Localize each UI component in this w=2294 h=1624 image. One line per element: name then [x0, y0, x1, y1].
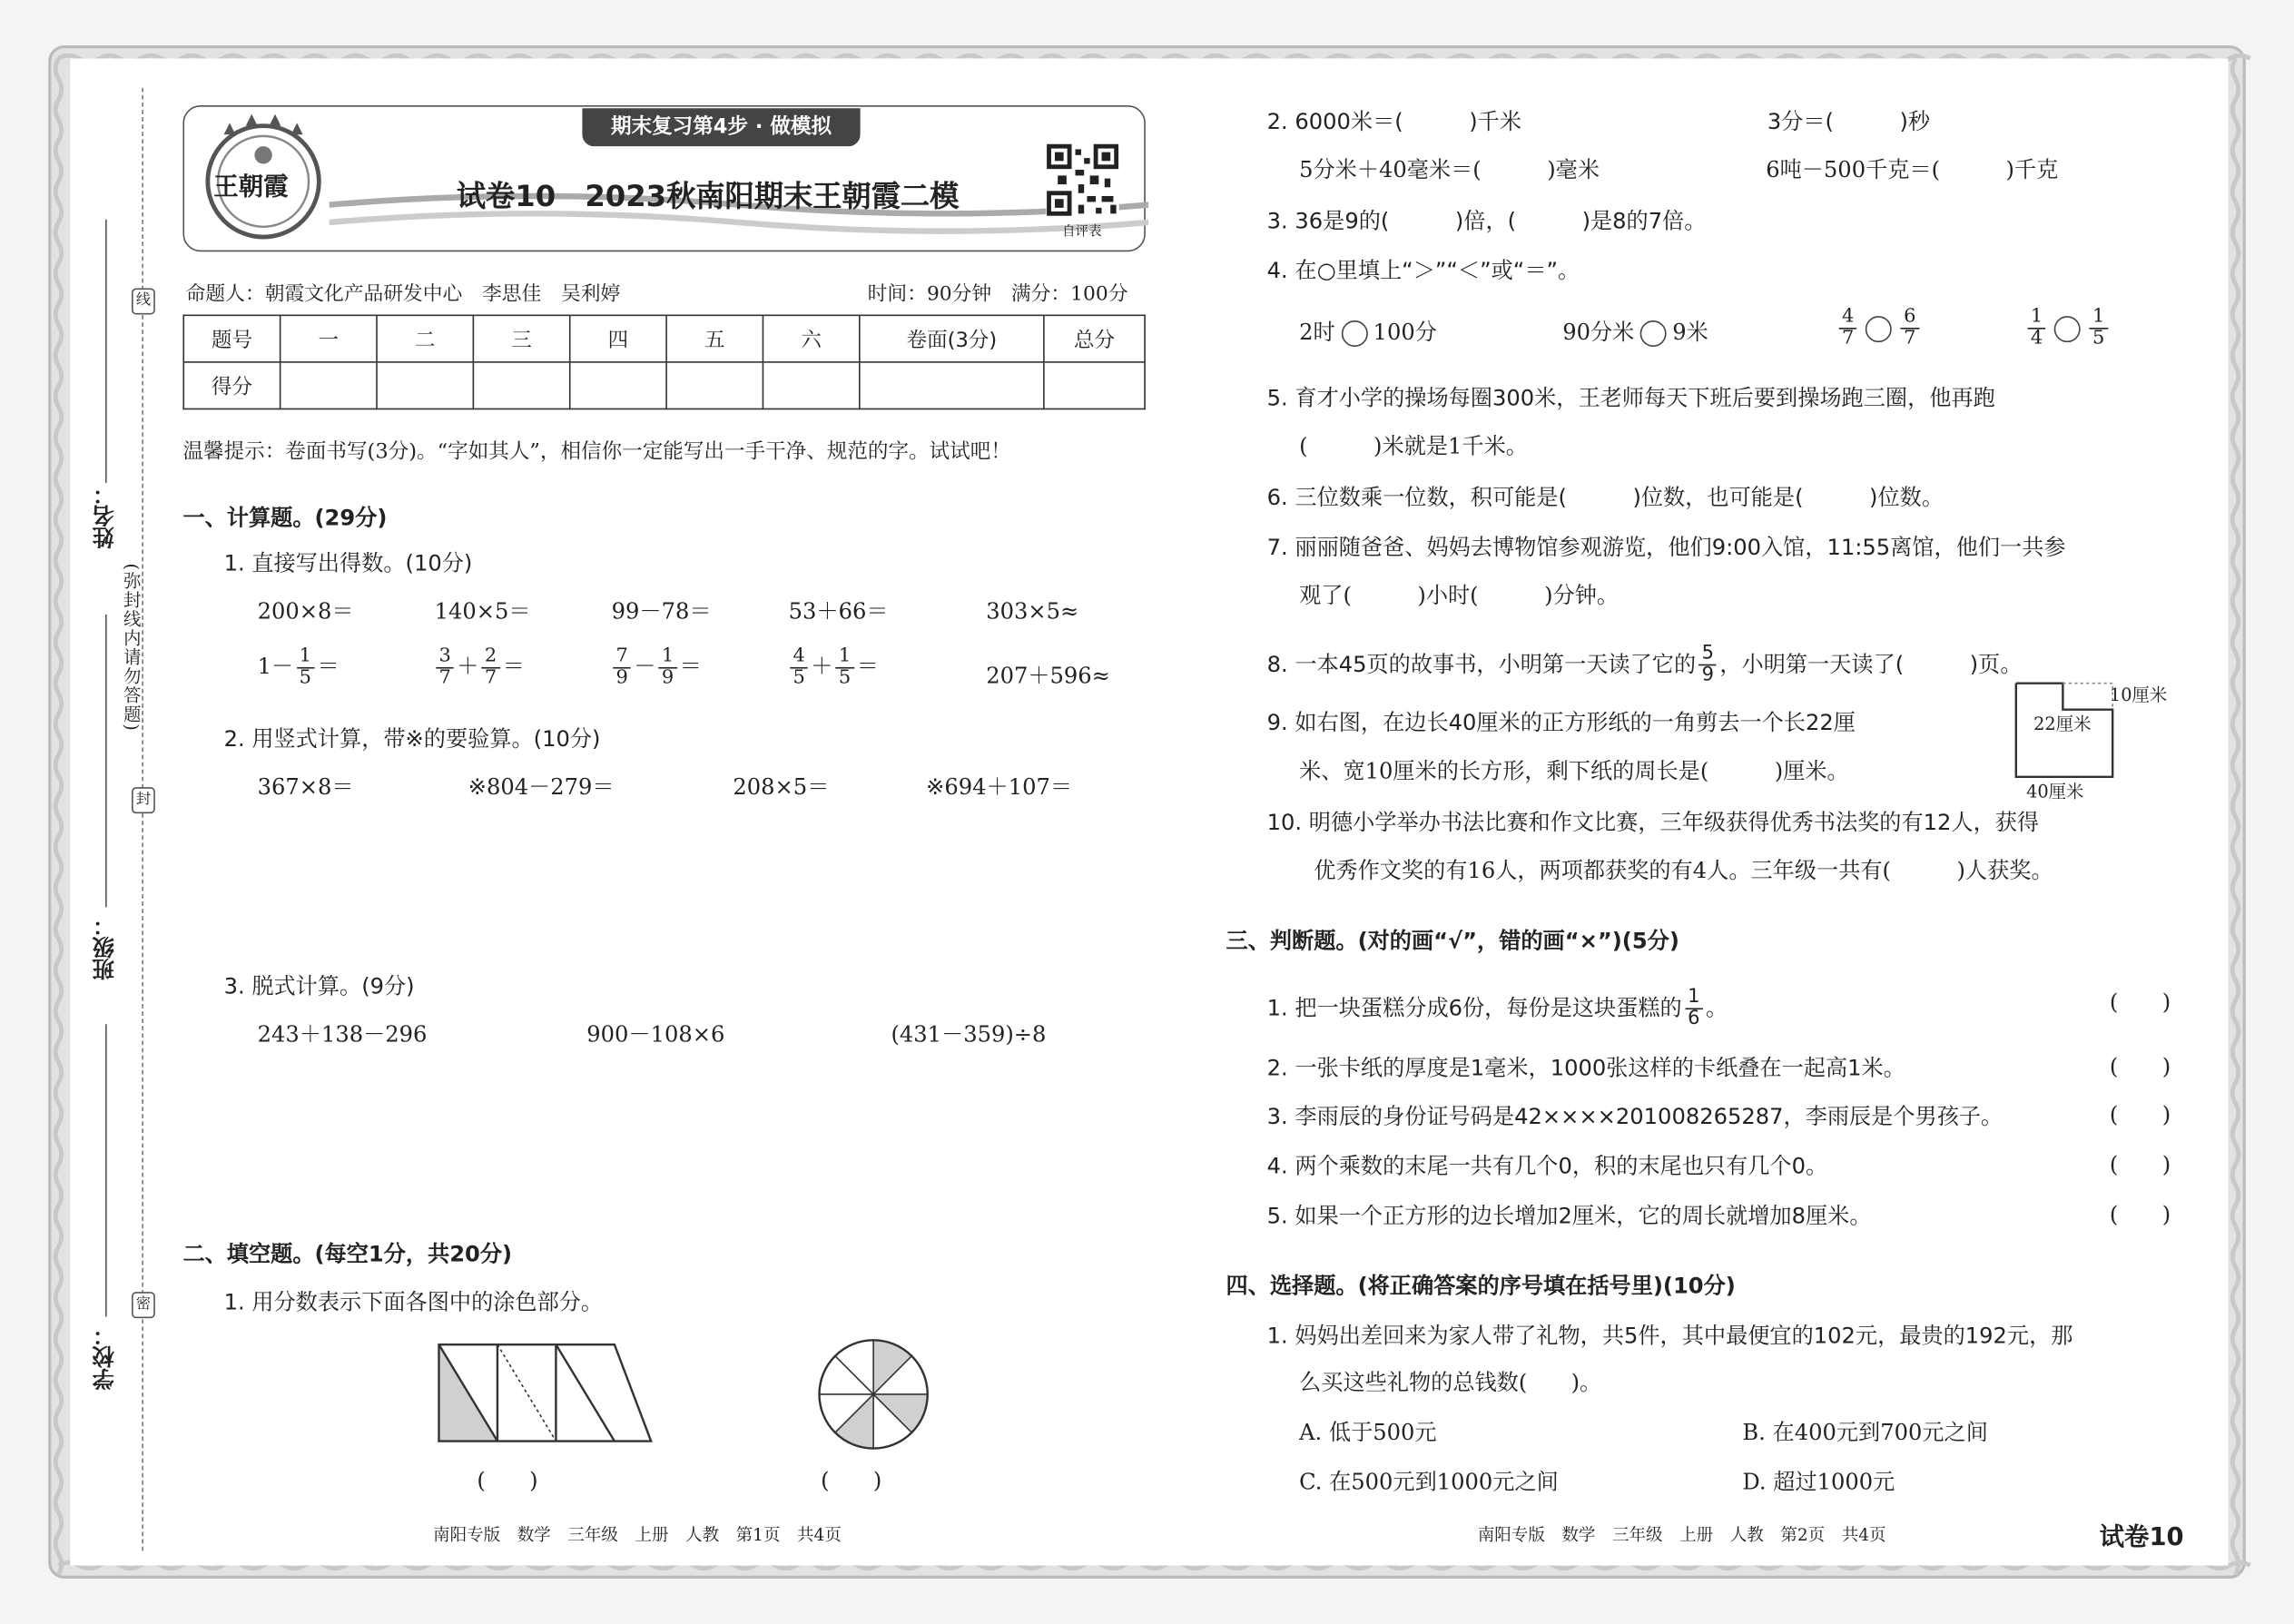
qr-caption: 自评表 — [1062, 225, 1102, 241]
denominator: 5 — [838, 666, 852, 690]
school-label: 学校： — [90, 1324, 117, 1391]
s2-q2a: 2. 6000米＝( )千米 — [1266, 108, 1522, 135]
denominator: 6 — [1688, 1008, 1700, 1030]
score-cell[interactable] — [860, 362, 1044, 409]
exam-badge: 试卷10 — [2099, 1522, 2184, 1553]
section3-title: 三、判断题。(对的画“√”，错的画“×”)(5分) — [1226, 927, 1679, 954]
table-header-cell: 五 — [666, 315, 763, 362]
numerator: 4 — [1839, 307, 1857, 329]
logo-text: 王朝霞 — [213, 172, 289, 202]
s2-q1-answer-a[interactable]: ( ) — [477, 1467, 538, 1494]
score-cell[interactable] — [473, 362, 569, 409]
qr-code-icon[interactable] — [1046, 143, 1119, 217]
s2-q6: 6. 三位数乘一位数，积可能是( )位数，也可能是( )位数。 — [1266, 484, 1944, 511]
s2-q10b: 优秀作文奖的有16人，两项都获奖的有4人。三年级一共有( )人获奖。 — [1314, 857, 2053, 884]
page-title: 试卷10 2023秋南阳期末王朝霞二模 — [456, 178, 960, 214]
numerator: 1 — [836, 646, 854, 668]
authors: 命题人：朝霞文化产品研发中心 李思佳 吴利婷 — [185, 282, 621, 306]
table-header-cell: 总分 — [1044, 315, 1145, 362]
s1-q1-frac-item: $\frac{4}{5}$ ＋ $\frac{1}{5}$ ＝ — [787, 646, 879, 689]
s2-q4-item-a — [1299, 318, 1437, 347]
footer-left: 南阳专版 数学 三年级 上册 人教 第1页 共4页 — [433, 1524, 842, 1545]
s2-q1: 1. 用分数表示下面各图中的涂色部分。 — [223, 1288, 604, 1315]
table-header-cell: 三 — [473, 315, 569, 362]
score-cell[interactable] — [666, 362, 763, 409]
numerator: 4 — [790, 646, 808, 668]
seal-char-secret: 密 — [132, 1292, 155, 1318]
s1-q1-item: 207＋596≈ — [986, 663, 1110, 690]
name-label: 姓名： — [90, 482, 117, 549]
step-banner: 期末复习第4步 · 做模拟 — [582, 108, 860, 146]
s1-q3-item: (431－359)÷8 — [891, 1020, 1047, 1048]
fig-label-40cm: 40厘米 — [2026, 781, 2084, 802]
denominator: 4 — [2030, 328, 2043, 350]
s2-q5b: ( )米就是1千米。 — [1299, 433, 1528, 460]
s3-item: 4. 两个乘数的末尾一共有几个0，积的末尾也只有几个0。 — [1266, 1153, 1828, 1180]
table-header-cell: 二 — [377, 315, 473, 362]
score-cell[interactable] — [570, 362, 666, 409]
numerator: 1 — [2028, 307, 2046, 329]
s4-q1a: 1. 妈妈出差回来为家人带了礼物，共5件，其中最便宜的102元，最贵的192元，那 — [1266, 1322, 2073, 1349]
compare-circle[interactable] — [1640, 320, 1667, 347]
section1-title: 一、计算题。(29分) — [182, 505, 388, 532]
numerator: 6 — [1901, 307, 1919, 329]
s1-q1-frac-item: $\frac{7}{9}$ － $\frac{1}{9}$ ＝ — [610, 646, 702, 689]
s2-q8 — [1267, 644, 2023, 686]
s1-q1-item: 53＋66＝ — [788, 598, 889, 625]
s3-answer[interactable]: ( ) — [2109, 1053, 2171, 1080]
seal-char-seal: 封 — [132, 787, 155, 813]
denominator: 7 — [1904, 328, 1916, 350]
compare-circle[interactable] — [1866, 315, 1892, 341]
s2-q10a: 10. 明德小学举办书法比赛和作文比赛，三年级获得优秀书法奖的有12人，获得 — [1266, 809, 2040, 836]
s2-q4-item-c — [1836, 307, 1922, 349]
table-header-cell: 一 — [281, 315, 377, 362]
class-field[interactable] — [105, 615, 107, 907]
score-cell[interactable] — [281, 362, 377, 409]
score-cell[interactable] — [377, 362, 473, 409]
s1-q1-item: 140×5＝ — [434, 598, 531, 625]
parallelogram-figure — [436, 1342, 655, 1444]
time-score: 时间：90分钟 满分：100分 — [867, 282, 1128, 306]
denominator: 7 — [1842, 328, 1855, 350]
s4-option-d[interactable]: D. 超过1000元 — [1742, 1469, 1895, 1496]
denominator: 5 — [793, 666, 805, 690]
s3-answer[interactable]: ( ) — [2109, 1101, 2171, 1128]
s1-q1-item: 200×8＝ — [257, 598, 354, 625]
s2-q2c: 5分米＋40毫米＝( )毫米 — [1299, 156, 1600, 183]
s4-option-b[interactable]: B. 在400元到700元之间 — [1742, 1419, 1988, 1446]
compare-left: 2时 — [1299, 319, 1335, 346]
binding-note: (弥封线内请勿答题) — [121, 563, 143, 733]
s1-q2-item: 208×5＝ — [733, 773, 830, 801]
table-header-cell: 六 — [763, 315, 859, 362]
denominator: 7 — [438, 666, 451, 690]
score-table — [182, 315, 1145, 410]
s2-q9a: 9. 如右图，在边长40厘米的正方形纸的一角剪去一个长22厘 — [1266, 709, 1856, 736]
denominator: 5 — [2092, 328, 2105, 350]
s2-q8-text-a: 8. 一本45页的故事书，小明第一天读了它的 — [1266, 651, 1697, 678]
numerator: 2 — [482, 646, 500, 668]
school-field[interactable] — [105, 1024, 107, 1316]
numerator: 3 — [436, 646, 454, 668]
s1-q1-frac-item: $\frac{3}{7}$ ＋ $\frac{2}{7}$ ＝ — [433, 646, 525, 689]
table-header-cell: 题号 — [183, 315, 280, 362]
numerator: 1 — [2090, 307, 2108, 329]
fig-label-10cm: 10厘米 — [2109, 684, 2168, 705]
denominator: 9 — [661, 666, 674, 690]
s2-q2d: 6吨－500千克＝( )千克 — [1766, 156, 2059, 183]
s2-q7b: 观了( )小时( )分钟。 — [1299, 582, 1620, 609]
s2-q2b: 3分＝( )秒 — [1767, 108, 1931, 135]
s1-q2-item: ※694＋107＝ — [926, 773, 1073, 801]
score-cell[interactable] — [1044, 362, 1145, 409]
s3-item: 3. 李雨辰的身份证号码是42××××201008265287，李雨辰是个男孩子。 — [1266, 1103, 2004, 1130]
section2-title: 二、填空题。(每空1分，共20分) — [182, 1240, 513, 1267]
s4-option-c[interactable]: C. 在500元到1000元之间 — [1299, 1469, 1559, 1496]
s1-q3-item: 900－108×6 — [586, 1020, 725, 1048]
table-header-cell: 四 — [570, 315, 666, 362]
s2-q8-text-b: ，小明第一天读了( )页。 — [1719, 651, 2023, 678]
s3-item-text: 1. 把一块蛋糕分成6份，每份是这块蛋糕的 — [1266, 994, 1682, 1021]
number: 1 — [257, 653, 272, 680]
compare-right: 100分 — [1373, 319, 1437, 346]
s1-q1-item: 303×5≈ — [986, 598, 1079, 625]
s1-q3-title: 3. 脱式计算。(9分) — [223, 972, 415, 999]
numerator: 5 — [1698, 644, 1717, 665]
class-label: 班级： — [90, 914, 117, 980]
s1-q2-item: 367×8＝ — [257, 773, 354, 801]
table-row-label: 得分 — [183, 362, 280, 409]
footer-right: 南阳专版 数学 三年级 上册 人教 第2页 共4页 — [1477, 1524, 1886, 1545]
score-table-header-row — [183, 315, 1145, 362]
compare-right: 9米 — [1672, 319, 1708, 346]
s2-q4: 4. 在○里填上“＞”“＜”或“＝”。 — [1266, 257, 1580, 284]
score-table-score-row — [183, 362, 1145, 409]
s3-item: 5. 如果一个正方形的边长增加2厘米，它的周长就增加8厘米。 — [1266, 1202, 1872, 1229]
s1-q2-title: 2. 用竖式计算，带※的要验算。(10分) — [223, 725, 601, 753]
fig-label-22cm: 22厘米 — [2033, 714, 2092, 735]
s2-q4-item-d — [2024, 307, 2110, 349]
numerator: 1 — [659, 646, 677, 668]
s3-answer[interactable]: ( ) — [2109, 1201, 2171, 1228]
denominator: 9 — [1701, 664, 1714, 686]
score-cell[interactable] — [763, 362, 859, 409]
section4-title: 四、选择题。(将正确答案的序号填在括号里)(10分) — [1226, 1273, 1736, 1300]
numerator: 7 — [613, 646, 631, 668]
compare-left: 90分米 — [1562, 319, 1635, 346]
s2-q5a: 5. 育才小学的操场每圈300米，王老师每天下班后要到操场跑三圈，他再跑 — [1266, 384, 1995, 411]
s2-q3: 3. 36是9的( )倍，( )是8的7倍。 — [1266, 207, 1707, 234]
s1-q1-frac-item: 1－ $\frac{1}{5}$ ＝ — [257, 645, 340, 690]
name-field[interactable] — [105, 220, 107, 483]
s3-answer[interactable]: ( ) — [2109, 1151, 2171, 1178]
s1-q1-title: 1. 直接写出得数。(10分) — [223, 549, 473, 577]
s3-item: 1. 把一块蛋糕分成6份，每份是这块蛋糕的 $\frac{1}{6}$ 。 — [1266, 986, 1728, 1030]
seal-char-line: 线 — [132, 289, 155, 315]
numerator: 1 — [1685, 988, 1703, 1009]
compare-circle[interactable] — [2054, 315, 2081, 341]
denominator: 7 — [484, 666, 497, 690]
table-header-cell: 卷面(3分) — [860, 315, 1044, 362]
s1-q2-item: ※804－279＝ — [468, 773, 615, 801]
s4-q1b: 么买这些礼物的总钱数( )。 — [1299, 1369, 1602, 1396]
circle-figure — [816, 1337, 930, 1452]
compare-circle[interactable] — [1341, 320, 1367, 347]
s2-q9b: 米、宽10厘米的长方形，剩下纸的周长是( )厘米。 — [1299, 757, 1849, 784]
s3-item: 2. 一张卡纸的厚度是1毫米，1000张这样的卡纸叠在一起高1米。 — [1266, 1055, 1905, 1082]
tip: 温馨提示：卷面书写(3分)。“字如其人”，相信你一定能写出一手干净、规范的字。试试吧！ — [182, 440, 1011, 464]
denominator: 5 — [299, 666, 312, 690]
numerator: 1 — [296, 646, 314, 668]
denominator: 9 — [615, 666, 628, 690]
s1-q1-item: 99－78＝ — [611, 598, 712, 625]
s3-answer[interactable]: ( ) — [2109, 989, 2171, 1016]
s2-q4-item-b — [1562, 318, 1708, 347]
s2-q1-answer-b[interactable]: ( ) — [821, 1467, 882, 1494]
s1-q3-item: 243＋138－296 — [257, 1020, 428, 1048]
s2-q7a: 7. 丽丽随爸爸、妈妈去博物馆参观游览，他们9:00入馆，11:55离馆，他们一共参 — [1266, 534, 2066, 561]
s4-option-a[interactable]: A. 低于500元 — [1299, 1419, 1437, 1446]
